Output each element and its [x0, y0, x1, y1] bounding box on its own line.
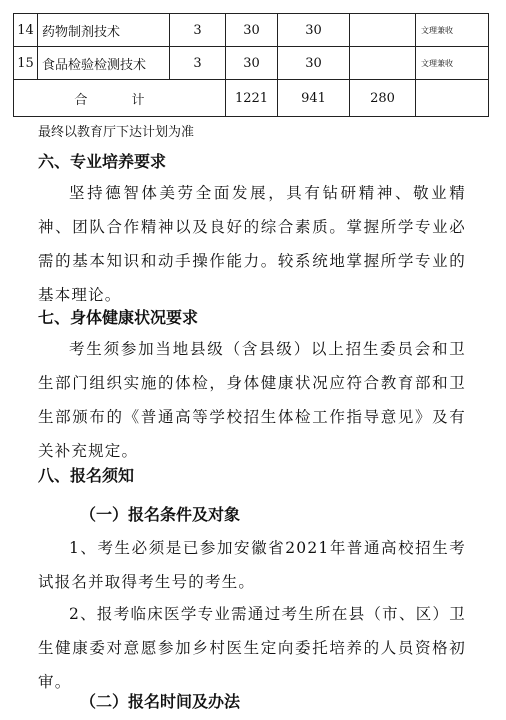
table-row	[14, 47, 489, 80]
count-col-2	[350, 47, 416, 80]
count-col-2	[350, 14, 416, 47]
admission-plan-table	[13, 13, 489, 117]
total-row	[14, 80, 489, 117]
count-col-1: 30	[278, 47, 350, 80]
plan-note: 最终以教育厅下达计划为准	[38, 125, 195, 140]
subsection-2-heading: （二）报名时间及办法	[80, 692, 241, 711]
total-plan: 1221	[226, 80, 278, 117]
major-name: 食品检验检测技术	[38, 47, 170, 80]
major-name: 药物制剂技术	[38, 14, 170, 47]
remark: 文理兼收	[416, 14, 489, 47]
section-6-body: 坚持德智体美劳全面发展，具有钻研精神、敬业精神、团队合作精神以及良好的综合素质。掌握所学专业必需的基本知识和动手操作能力。较系统地掌握所学专业的基本理论。	[38, 184, 466, 304]
subsection-1-heading: （一）报名条件及对象	[80, 505, 241, 524]
study-years: 3	[170, 47, 226, 80]
section-8-heading: 八、报名须知	[38, 466, 135, 485]
plan-count: 30	[226, 47, 278, 80]
table-row	[14, 14, 489, 47]
section-7-body: 考生须参加当地县级（含县级）以上招生委员会和卫生部门组织实施的体检，身体健康状况应符合教育部和卫生部颁布的《普通高等学校招生体检工作指导意见》及有关补充规定。	[38, 340, 466, 460]
remark: 文理兼收	[416, 47, 489, 80]
row-number: 14	[14, 14, 38, 47]
total-count-1: 941	[278, 80, 350, 117]
subsection-1-para-2: 2、报考临床医学专业需通过考生所在县（市、区）卫生健康委对意愿参加乡村医生定向委托培养的人员资格初审。	[38, 605, 466, 691]
total-label: 合 计	[14, 80, 226, 117]
total-remark	[416, 80, 489, 117]
row-number: 15	[14, 47, 38, 80]
count-col-1: 30	[278, 14, 350, 47]
subsection-1-para-1: 1、考生必须是已参加安徽省2021年普通高校招生考试报名并取得考生号的考生。	[38, 539, 466, 591]
section-6-heading: 六、专业培养要求	[38, 152, 167, 171]
total-count-2: 280	[350, 80, 416, 117]
plan-count: 30	[226, 14, 278, 47]
study-years: 3	[170, 14, 226, 47]
section-7-heading: 七、身体健康状况要求	[38, 308, 199, 327]
